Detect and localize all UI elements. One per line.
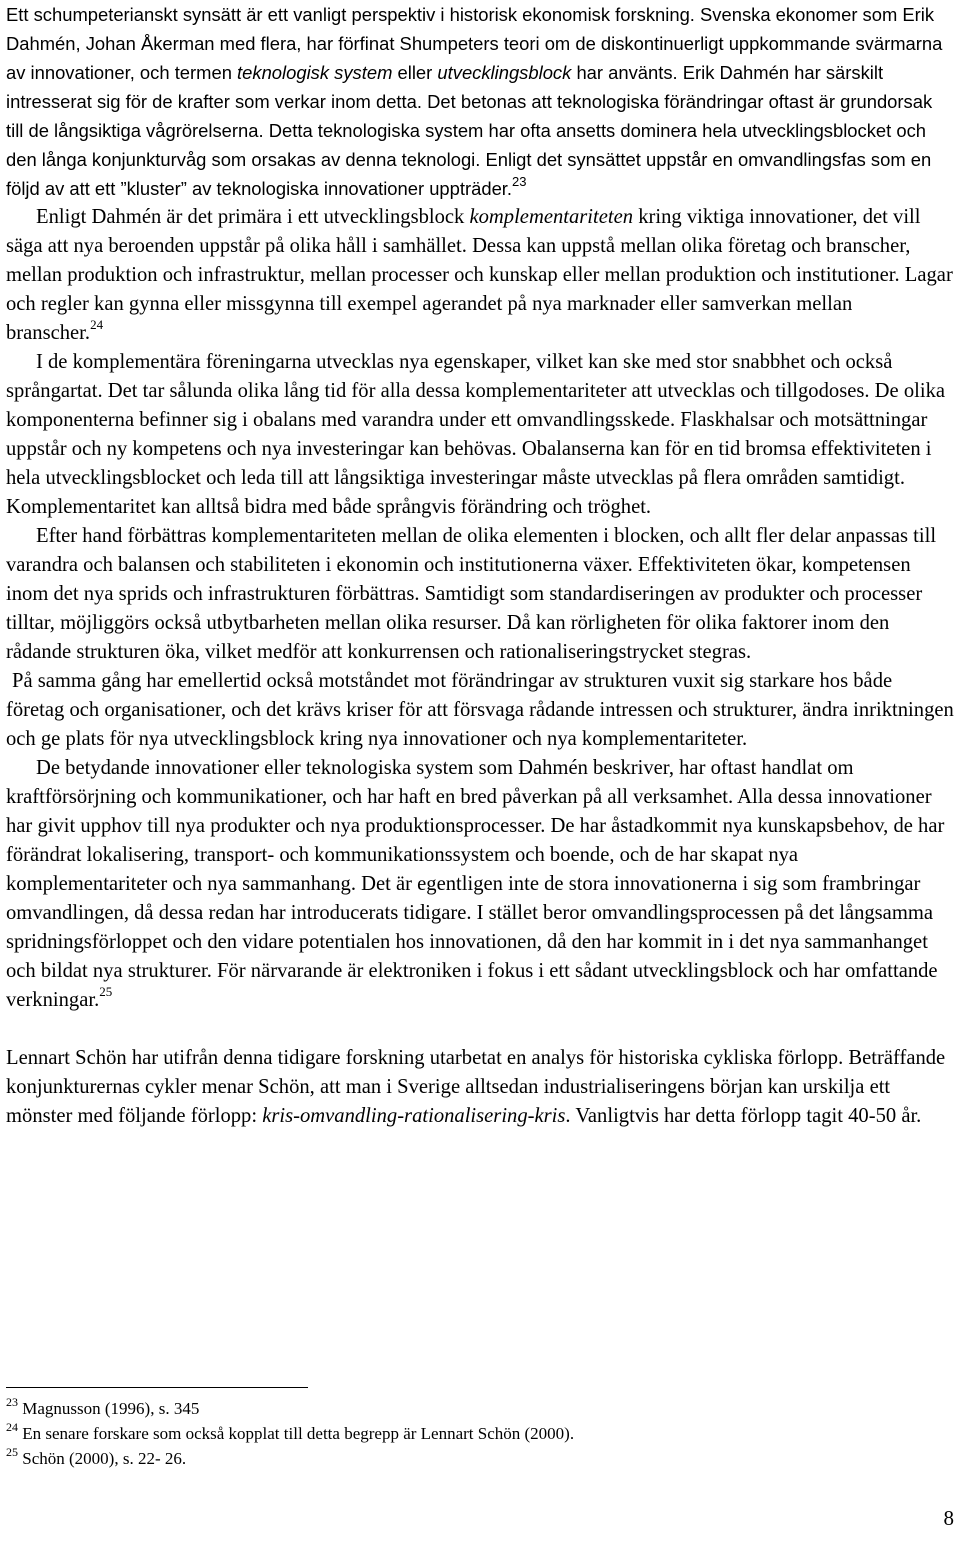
footnote-ref: 25 [99, 984, 113, 1000]
footnote-text: Magnusson (1996), s. 345 [22, 1399, 200, 1418]
text-run: Det betonas att teknologiska förändringar oftast är grundorsak till de långsiktiga vågrörelserna. Detta teknologiska system har ofta ansetts dominera hela utvecklingsblocket och den långa konjunkturvåg som orsakas av denna teknologi. Enligt det synsättet uppstår en omvandlingsfas som en följd av att ett ”kluster” av teknologiska innovationer uppträder. [6, 91, 933, 199]
footnote-ref: 24 [90, 317, 104, 333]
italic-term: komplementariteten [469, 206, 634, 228]
footnote-number: 23 [6, 1395, 18, 1410]
paragraph: I de komplementära föreningarna utvecklas nya egenskaper, vilket kan ske med stor snabbhet och också språngartat. Det tar sålunda olika lång tid för alla dessa komplementariteter att utvecklas och tillgodoses. De olika komponenterna befinner sig i obalans med varandra under ett omvandlingsskede. Flaskhalsar och motsättningar uppstår och ny kompetens och nya investeringar kan behövas. Obalanserna kan för en tid bromsa effektiviteten i hela utvecklingsblocket och leda till att långsiktiga investeringar måste utvecklas på flera områden samtidigt. Komplementaritet kan alltså bidra med både språngvis förändring och tröghet. [6, 351, 946, 518]
footnote [6, 1396, 574, 1421]
italic-term: kris-omvandling-rationalisering-kris [262, 1105, 566, 1127]
footnote-number: 25 [6, 1445, 18, 1460]
paragraph: På samma gång har emellertid också motståndet mot förändringar av strukturen vuxit sig starkare hos både företag och organisationer, och det krävs kriser för att försvaga rådande intressen och strukturer, ändra inriktningen och ge plats för nya utvecklingsblock kring nya innovationer och nya komplementariteter. [6, 670, 954, 750]
footnote [6, 1421, 574, 1446]
page-number: 8 [943, 1506, 954, 1530]
text-run: De betydande innovationer eller teknologiska system som Dahmén beskriver, har oftast handlat om kraftförsörjning och kommunikationer, och har haft en bred påverkan på all verksamhet. Alla dessa innovationer har givit upphov till nya produkter och nya produktionsprocesser. De har åstadkommit nya kunskapsbehov, de har förändrat lokalisering, transport- och kommunikationssystem och boende, och de har skapat nya komplementariteter och nya sammanhang. Det är egentligen inte de stora innovationerna i sig som frambringar omvandlingen, då dessa redan har introducerats tidigare. I stället beror omvandlingsprocessen på det långsamma spridningsförloppet och den vidare potentialen hos innovationen, då den har kommit in i det nya sammanhanget och bildat nya strukturer. För närvarande är elektroniken i fokus i ett sådant utvecklingsblock och har omfattande verkningar. [6, 757, 945, 1011]
italic-term: utvecklingsblock [437, 62, 572, 83]
paragraph [6, 754, 954, 1015]
footnote-number: 24 [6, 1420, 18, 1435]
document-body [6, 0, 954, 1131]
text-run: . Vanligtvis har detta förlopp tagit 40-50 år. [565, 1105, 922, 1127]
footnote [6, 1446, 574, 1471]
text-run: har använts. Erik Dahmén har särskilt intresserat sig för de krafter som verkar inom detta. [6, 62, 884, 112]
text-run: Lennart Schön har utifrån denna tidigare forskning utarbetat en analys för historiska cykliska förlopp. Beträffande konjunkturernas cykler menar Schön, att man i Sverige alltsedan industrialiseringens början kan urskilja ett mönster med följande förlopp: [6, 1047, 946, 1127]
paragraph [6, 0, 954, 203]
text-run: Ett schumpeterianskt synsätt är ett vanligt perspektiv i historisk ekonomisk forskning. Svenska ekonomer som Erik Dahmén, Johan Åkerman med flera, har förfinat Shumpeters teori om de diskontinuerligt uppkommande svärmarna av innovationer, och termen [6, 4, 943, 83]
footnote-separator [6, 1387, 308, 1388]
text-run: Enligt Dahmén är det primära i ett utvecklingsblock [36, 206, 470, 228]
paragraph: Efter hand förbättras komplementariteten mellan de olika elementen i blocken, och allt fler delar anpassas till varandra och balansen och stabiliteten i ekonomin och institutionerna växer. Effektiviteten ökar, kompetensen inom det nya sprids och infrastrukturen förbättras. Samtidigt som standardiseringen av produkter och processer tilltar, möjliggörs också utbytbarheten mellan olika resurser. Då kan rörligheten för olika faktorer inom den rådande strukturen öka, vilket medför att konkurrensen och rationaliseringstrycket stegras. [6, 525, 937, 663]
footnote-ref: 23 [512, 173, 527, 189]
paragraph [6, 203, 954, 348]
footnote-text: En senare forskare som också kopplat till detta begrepp är Lennart Schön (2000). [22, 1424, 575, 1443]
text-run: kring viktiga innovationer, det vill säga att nya beroenden uppstår på olika håll i samhället. Dessa kan uppstå mellan olika företag och branscher, mellan produktion och infrastruktur, mellan processer och kunskap eller mellan produktion och institutioner. Lagar och regler kan gynna eller missgynna till exempel agerandet på nya marknader eller samverkan mellan branscher. [6, 206, 953, 344]
footnote-text: Schön (2000), s. 22- 26. [22, 1449, 187, 1468]
paragraph [6, 1044, 954, 1131]
text-run: eller [392, 62, 438, 83]
footnotes [6, 1396, 574, 1471]
italic-term: teknologisk system [237, 62, 393, 83]
